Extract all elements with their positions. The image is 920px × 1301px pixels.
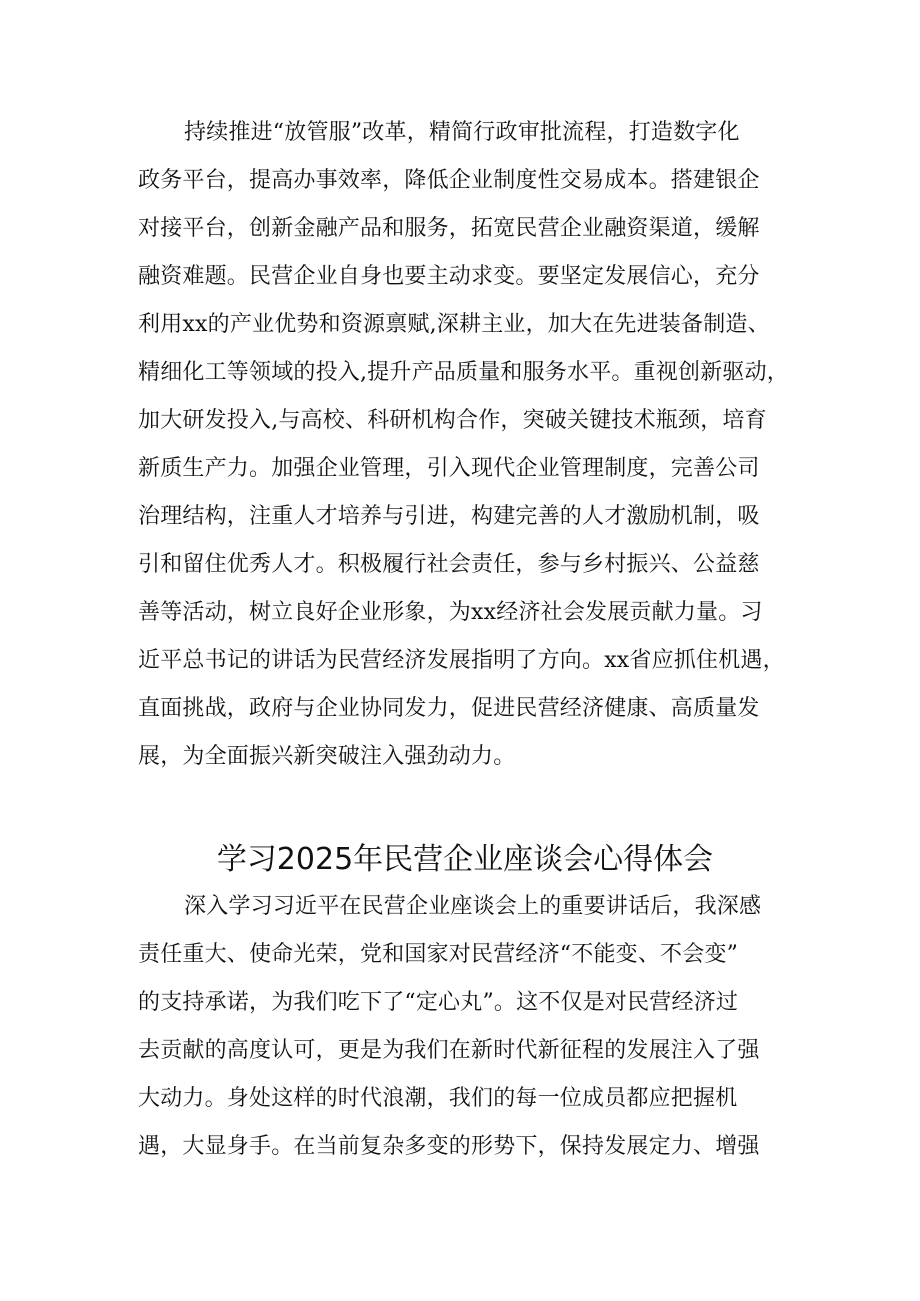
paragraph-line: 融资难题。民营企业自身也要主动求变。要坚定发展信心，充分 <box>138 264 760 289</box>
paragraph-line: 对接平台，创新金融产品和服务，拓宽民营企业融资渠道，缓解 <box>138 216 760 241</box>
paragraph-line: 利用xx的产业优势和资源禀赋,深耕主业，加大在先进装备制造、 <box>138 312 770 337</box>
paragraph-line: 新质生产力。加强企业管理，引入现代企业管理制度，完善公司 <box>138 456 760 481</box>
paragraph-line: 遇，大显身手。在当前复杂多变的形势下，保持发展定力、增强 <box>138 1134 760 1159</box>
paragraph-line: 精细化工等领域的投入,提升产品质量和服务水平。重视创新驱动， <box>138 360 789 385</box>
paragraph-line: 治理结构，注重人才培养与引进，构建完善的人才激励机制，吸 <box>138 504 760 529</box>
paragraph-line: 政务平台，提高办事效率，降低企业制度性交易成本。搭建银企 <box>138 168 760 193</box>
paragraph-line: 去贡献的高度认可，更是为我们在新时代新征程的发展注入了强 <box>138 1038 760 1063</box>
body-paragraph-2 <box>138 883 798 1171</box>
paragraph-line: 持续推进“放管服”改革，精简行政审批流程，打造数字化 <box>184 120 740 145</box>
paragraph-line: 展，为全面振兴新突破注入强劲动力。 <box>138 744 516 769</box>
paragraph-line: 近平总书记的讲话为民营经济发展指明了方向。xx省应抓住机遇， <box>138 648 785 673</box>
paragraph-line: 直面挑战，政府与企业协同发力，促进民营经济健康、高质量发 <box>138 696 760 721</box>
body-paragraph-1 <box>138 109 798 781</box>
paragraph-line: 加大研发投入,与高校、科研机构合作，突破关键技术瓶颈，培育 <box>138 408 767 433</box>
paragraph-line: 善等活动，树立良好企业形象，为xx经济社会发展贡献力量。习 <box>138 600 763 625</box>
paragraph-line: 的支持承诺，为我们吃下了“定心丸”。这不仅是对民营经济过 <box>138 990 739 1015</box>
paragraph-line: 责任重大、使命光荣，党和国家对民营经济“不能变、不会变” <box>138 942 739 967</box>
paragraph-line: 深入学习习近平在民营企业座谈会上的重要讲话后，我深感 <box>184 894 762 919</box>
paragraph-line: 大动力。身处这样的时代浪潮，我们的每一位成员都应把握机 <box>138 1086 738 1111</box>
paragraph-line: 引和留住优秀人才。积极履行社会责任，参与乡村振兴、公益慈 <box>138 552 760 577</box>
section-title: 学习2025年民营企业座谈会心得体会 <box>216 842 714 877</box>
